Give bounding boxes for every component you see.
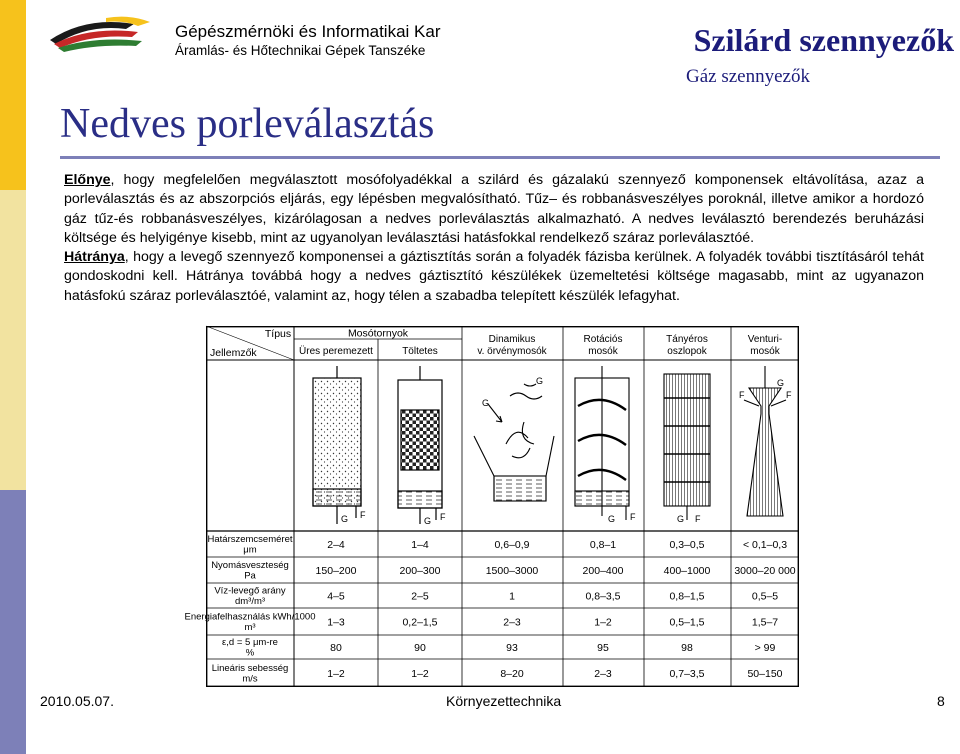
row-label: ε,d = 5 μm-re % [222, 637, 278, 659]
packed-tower-gas-label: G [424, 516, 432, 526]
vortex-gas-outlet-label: G [536, 376, 544, 386]
left-accent-bar-middle [0, 190, 26, 490]
table-cell: 1–2 [594, 616, 612, 629]
table-cell: 0,8–1,5 [669, 590, 705, 603]
department-name: Áramlás- és Hőtechnikai Gépek Tanszéke [175, 43, 426, 58]
left-accent-bar-bottom [0, 490, 26, 754]
row-label: Lineáris sebesség m/s [211, 663, 289, 685]
packed-tower-fluid-label: F [440, 512, 446, 522]
rotary-fluid-label: F [630, 512, 636, 522]
table-cell: 1–3 [327, 616, 345, 629]
table-cell: 4–5 [327, 590, 345, 603]
table-cell: 0,2–1,5 [402, 616, 438, 629]
washing-towers-header: Mosótornyok [347, 327, 409, 340]
advantage-label: Előnye [64, 172, 111, 188]
row-label: Nyomásveszteség Pa [211, 560, 289, 582]
col-header-venturi-line1: Venturi- [747, 334, 783, 345]
disadvantage-paragraph [64, 248, 924, 306]
tray-fluid-label: F [695, 514, 701, 524]
section-subtitle: Gáz szennyezők [686, 66, 810, 87]
col-header-tray-line1: Tányéros [666, 334, 708, 345]
left-accent-bar-top [0, 0, 26, 190]
university-logo [46, 14, 166, 60]
tray-column-illustration [664, 374, 710, 520]
empty-tower-illustration [313, 366, 361, 524]
table-cell: 80 [330, 642, 342, 654]
table-cell: 0,8–3,5 [585, 590, 621, 603]
col-header-dynamic-line2: v. örvénymosók [477, 346, 547, 357]
col-header-rotary-line1: Rotációs [583, 334, 623, 345]
footer-course: Környezettechnika [446, 693, 562, 709]
table-cell: 93 [506, 642, 518, 654]
table-cell: 98 [681, 642, 693, 654]
table-cell: 0,5–1,5 [669, 616, 705, 629]
table-cell: 0,8–1 [589, 539, 617, 551]
table-cell: 2–5 [411, 590, 429, 603]
table-cell: 200–300 [399, 565, 441, 577]
venturi-gas-label: G [777, 378, 785, 388]
footer-page-number: 8 [937, 693, 945, 709]
type-header: Típus [264, 328, 292, 340]
row-label: Energiafelhasználás kWh/1000 m³ [184, 611, 316, 633]
section-title: Szilárd szennyezők [693, 22, 954, 58]
col-header-empty-plated: Üres peremezett [299, 346, 373, 357]
table-cell: 1–4 [411, 539, 429, 551]
row-label: Határszemcseméret μm [207, 534, 293, 556]
vortex-gas-label: G [482, 398, 490, 408]
slide-body [64, 171, 924, 306]
table-cell: 0,6–0,9 [494, 539, 530, 551]
advantage-paragraph [64, 171, 924, 248]
empty-tower-fluid-label: F [360, 510, 366, 520]
tray-gas-label: G [677, 514, 685, 524]
col-header-packed: Töltetes [402, 346, 438, 357]
table-cell: 150–200 [315, 565, 357, 577]
table-cell: 400–1000 [663, 565, 711, 577]
venturi-fluid-left-label: F [739, 390, 745, 400]
table-cell: 2–4 [327, 539, 345, 551]
table-cell: 200–400 [582, 565, 624, 577]
table-cell: < 0,1–0,3 [742, 539, 788, 551]
footer-date: 2010.05.07. [40, 693, 114, 709]
table-cell: 0,7–3,5 [669, 668, 705, 680]
table-cell: 50–150 [747, 668, 783, 680]
table-cell: 0,5–5 [751, 590, 779, 603]
packed-tower-illustration [398, 366, 442, 524]
table-cell: 1 [509, 590, 515, 603]
col-header-tray-line2: oszlopok [667, 346, 707, 357]
table-cell: 3000–20 000 [734, 565, 796, 577]
slide-heading: Nedves porleválasztás [60, 101, 435, 147]
table-cell: 0,3–0,5 [669, 539, 705, 551]
empty-tower-gas-label: G [341, 514, 349, 524]
faculty-name: Gépészmérnöki és Informatikai Kar [175, 22, 441, 41]
venturi-fluid-right-label: F [786, 390, 792, 400]
disadvantage-label: Hátránya [64, 249, 125, 266]
col-header-venturi-line2: mosók [750, 346, 780, 357]
heading-divider [60, 156, 940, 159]
disadvantage-text: , hogy a levegő szennyező komponensei a gáztisztítás során a folyadék fázisba kerülnek. A folyadék további tisztításáról tehát gondoskodni kell. Hátránya továbbá hogy a nedves gáztisztító készülékek üzemeltetési költsége magasabb, mint az ugyanazon hatásfokú száraz porleválasztóé, valamint az, hogy télen a szabadba telepített készülék lefagyhat. [64, 249, 924, 304]
advantage-text: , hogy megfelelően megválasztott mosófolyadékkal a szilárd és gázalakú szennyező komponensek eltávolítása, azaz a porleválasztás és az abszorpciós eljárás, egy lépésben megvalósítható. Tűz– és robbanásveszélyes poroknál, illetve amikor a hordozó gáz tűz-és robbanásveszélyes, kizárólagosan a nedves porleválasztás alkalmazható. A nedves leválasztó berendezés beruházási költsége és helyigénye kisebb, mint az ugyanolyan leválasztási hatásfokkal rendelkező száraz porleválasztóé. [64, 172, 924, 246]
col-header-rotary-line2: mosók [588, 346, 618, 357]
characteristics-header: Jellemzők [210, 347, 257, 359]
table-cell: 8–20 [500, 668, 524, 680]
rotary-gas-label: G [608, 514, 616, 524]
table-cell: 2–3 [503, 616, 521, 629]
table-cell: 1–2 [327, 668, 345, 680]
table-cell: 90 [414, 642, 426, 654]
rotary-scrubber-illustration [575, 366, 629, 520]
col-header-dynamic-line1: Dinamikus [488, 334, 536, 345]
table-cell: 2–3 [594, 668, 612, 680]
table-cell: 1500–3000 [485, 565, 539, 577]
table-cell: 95 [597, 642, 609, 654]
table-cell: > 99 [754, 642, 776, 654]
row-label: Víz-levegő arány dm³/m³ [214, 585, 286, 607]
table-cell: 1–2 [411, 668, 429, 680]
table-cell: 1,5–7 [751, 616, 779, 629]
wet-scrubber-comparison-table [184, 326, 799, 687]
